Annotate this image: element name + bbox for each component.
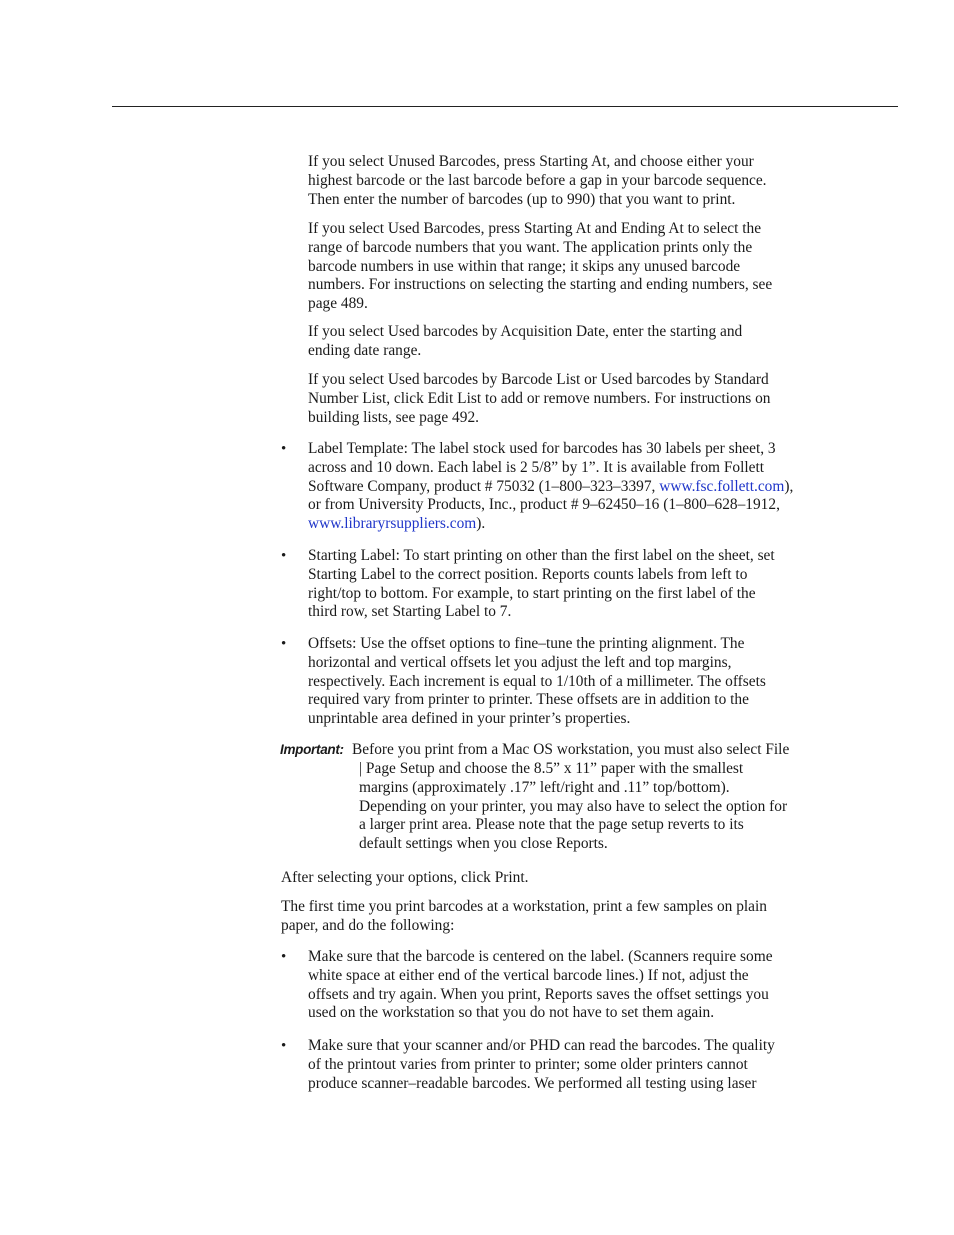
text-line: Starting Label: To start printing on other than the first label on the sheet, set: [308, 547, 775, 564]
text-line: right/top to bottom. For example, to start printing on the first label of the: [308, 584, 756, 602]
starting-label-item: [308, 547, 775, 622]
text-line: margins (approximately .17” left/right and .11” top/bottom).: [359, 778, 730, 796]
important-note-body: [359, 760, 787, 854]
text-line: [308, 515, 793, 534]
text-line: After selecting your options, click Print.: [281, 869, 529, 886]
text-line: required vary from printer to printer. These offsets are in addition to the: [308, 691, 749, 709]
text-line: Then enter the number of barcodes (up to 990) that you want to print.: [308, 190, 736, 208]
text-line: Number List, click Edit List to add or remove numbers. For instructions on: [308, 389, 771, 407]
text-line: white space at either end of the vertical barcode lines.) If not, adjust the: [308, 966, 749, 984]
text-line: offsets and try again. When you print, Reports saves the offset settings you: [308, 985, 769, 1003]
text-line: numbers. For instructions on selecting the starting and ending numbers, see: [308, 276, 773, 294]
text-line: If you select Used Barcodes, press Starting At and Ending At to select the: [308, 220, 762, 237]
first-time-paragraph: [281, 898, 767, 936]
text-line: If you select Used barcodes by Acquisition Date, enter the starting and: [308, 323, 743, 340]
used-barcodes-paragraph: [308, 220, 772, 314]
scanner-readable-item: [308, 1037, 775, 1093]
offsets-item: [308, 635, 766, 729]
barcode-centered-item: [308, 948, 773, 1023]
bullet-marker: •: [281, 441, 287, 457]
bullet-marker: •: [281, 636, 287, 652]
text-line: ending date range.: [308, 341, 422, 359]
text-line: used on the workstation so that you do not have to set them again.: [308, 1004, 715, 1022]
important-label: Important:: [280, 742, 344, 757]
text-line: highest barcode or the last barcode before a gap in your barcode sequence.: [308, 171, 767, 189]
text-line: respectively. Each increment is equal to 1/10th of a millimeter. The offsets: [308, 672, 766, 690]
text-line: building lists, see page 492.: [308, 408, 479, 426]
text-line: Make sure that the barcode is centered on the label. (Scanners require some: [308, 948, 773, 965]
text-line: produce scanner–readable barcodes. We performed all testing using laser: [308, 1074, 757, 1092]
bullet-marker: •: [281, 548, 287, 564]
bullet-marker: •: [281, 1038, 287, 1054]
text-segment: Software Company, product # 75032 (1–800–323–3397,: [308, 477, 660, 495]
text-line: page 489.: [308, 295, 368, 313]
text-line: Label Template: The label stock used for barcodes has 30 labels per sheet, 3: [308, 440, 776, 457]
text-line: barcode numbers in use within that range; it skips any unused barcode: [308, 257, 741, 275]
text-line: of the printout varies from printer to printer; some older printers cannot: [308, 1055, 748, 1073]
text-segment: ),: [784, 477, 794, 495]
text-line: If you select Unused Barcodes, press Starting At, and choose either your: [308, 153, 754, 170]
text-line: a larger print area. Please note that the page setup reverts to its: [359, 816, 744, 834]
text-line: If you select Used barcodes by Barcode List or Used barcodes by Standard: [308, 371, 769, 388]
text-line: paper, and do the following:: [281, 916, 455, 934]
text-line: or from University Products, Inc., product # 9–62450–16 (1–800–628–1912,: [308, 496, 780, 514]
text-line: third row, set Starting Label to 7.: [308, 603, 512, 621]
text-line: Make sure that your scanner and/or PHD can read the barcodes. The quality: [308, 1037, 775, 1054]
text-line: range of barcode numbers that you want. The application prints only the: [308, 238, 753, 256]
text-line: [308, 478, 793, 497]
text-line: default settings when you close Reports.: [359, 835, 608, 853]
follett-website-link[interactable]: www.fsc.follett.com: [659, 477, 785, 495]
text-line: | Page Setup and choose the 8.5” x 11” paper with the smallest: [359, 760, 744, 777]
text-line: horizontal and vertical offsets let you adjust the left and top margins,: [308, 653, 732, 671]
text-line: Depending on your printer, you may also have to select the option for: [359, 797, 788, 815]
header-rule: [112, 106, 898, 107]
library-suppliers-link[interactable]: www.libraryrsuppliers.com: [308, 515, 477, 533]
text-line: Before you print from a Mac OS workstation, you must also select File: [352, 741, 790, 758]
after-selecting-paragraph: [281, 869, 528, 888]
text-line: unprintable area defined in your printer’s properties.: [308, 710, 631, 728]
label-template-item: [308, 440, 793, 534]
important-note-first-line: [352, 741, 789, 760]
text-line: Offsets: Use the offset options to fine–tune the printing alignment. The: [308, 635, 745, 652]
bullet-marker: •: [281, 949, 287, 965]
acquisition-date-paragraph: [308, 323, 742, 361]
text-segment: ).: [476, 515, 486, 533]
text-line: across and 10 down. Each label is 2 5/8” by 1”. It is available from Follett: [308, 458, 765, 476]
text-line: Starting Label to the correct position. Reports counts labels from left to: [308, 565, 748, 583]
barcode-list-paragraph: [308, 371, 771, 427]
text-line: The first time you print barcodes at a workstation, print a few samples on plain: [281, 898, 767, 915]
unused-barcodes-paragraph: [308, 153, 767, 209]
